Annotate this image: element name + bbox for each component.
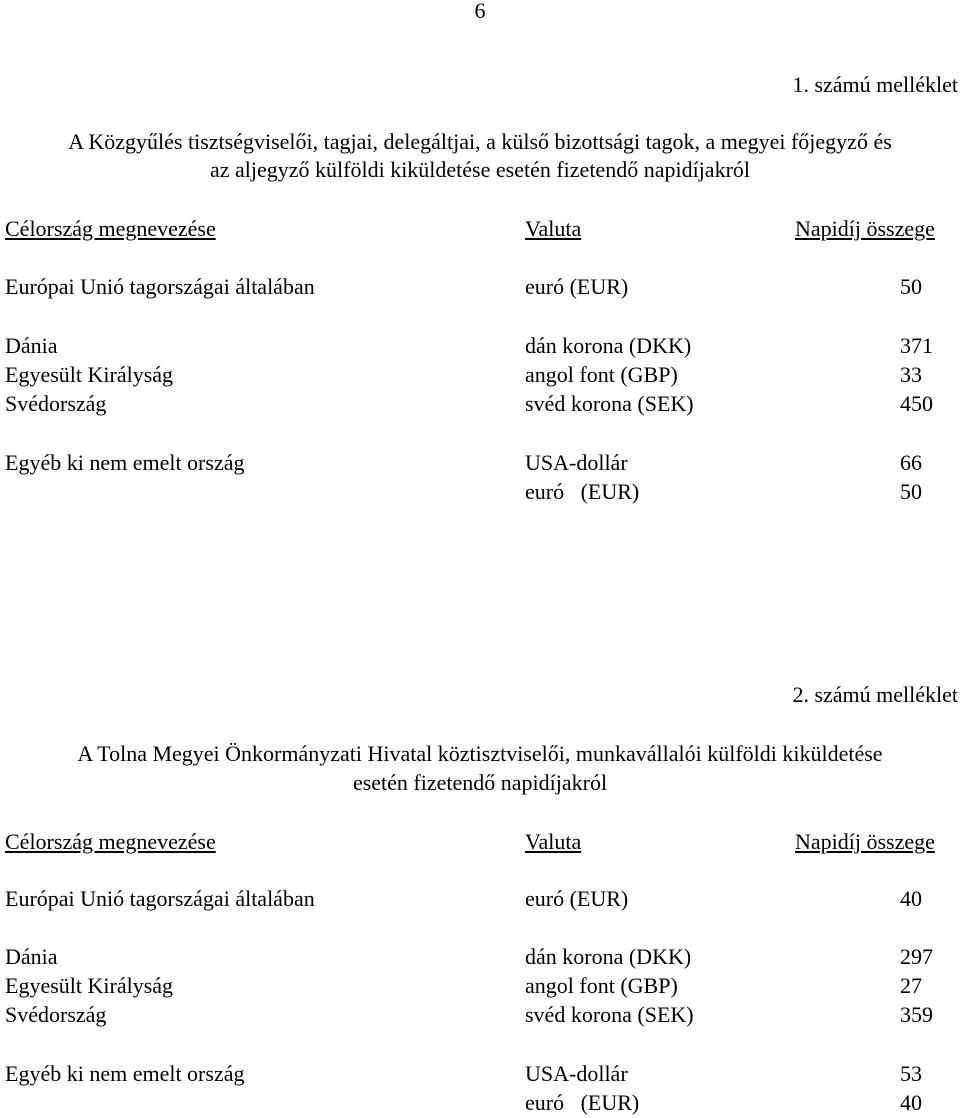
row-amount: 50 xyxy=(900,274,922,299)
row-amount: 66 xyxy=(900,450,922,475)
row-amount: 33 xyxy=(900,362,922,387)
row-currency: USA-dollár xyxy=(525,1061,628,1086)
row-currency: dán korona (DKK) xyxy=(525,333,692,358)
annex-label: 1. számú melléklet xyxy=(792,72,958,97)
row-currency: USA-dollár xyxy=(525,450,628,475)
page-number: 6 xyxy=(474,0,486,23)
header-currency: Valuta xyxy=(525,829,582,854)
row-amount: 297 xyxy=(900,944,933,969)
row-country: Svédország xyxy=(5,391,107,416)
row-country: Európai Unió tagországai általában xyxy=(5,274,315,299)
header-country: Célország megnevezése xyxy=(5,829,216,854)
row-country: Svédország xyxy=(5,1002,107,1027)
header-amount: Napidíj összege xyxy=(795,829,935,854)
row-currency: svéd korona (SEK) xyxy=(525,1002,694,1027)
row-amount: 371 xyxy=(900,333,933,358)
row-country: Dánia xyxy=(5,944,58,969)
row-amount: 53 xyxy=(900,1061,922,1086)
annex-title-line-1: A Közgyűlés tisztségviselői, tagjai, delegáltjai, a külső bizottsági tagok, a megyei főjegyző és xyxy=(68,129,892,154)
row-amount: 450 xyxy=(900,391,933,416)
header-amount: Napidíj összege xyxy=(795,216,935,241)
row-currency: svéd korona (SEK) xyxy=(525,391,694,416)
annex-title-line-1: A Tolna Megyei Önkormányzati Hivatal köztisztviselői, munkavállalói külföldi kiküldetése xyxy=(77,741,883,766)
row-currency: euró (EUR) xyxy=(525,479,640,504)
row-amount: 40 xyxy=(900,1090,922,1115)
header-currency: Valuta xyxy=(525,216,582,241)
row-currency: euró (EUR) xyxy=(525,1090,640,1115)
row-country: Egyesült Királyság xyxy=(5,973,174,998)
row-amount: 27 xyxy=(900,973,922,998)
row-currency: euró (EUR) xyxy=(525,274,629,299)
row-country: Egyéb ki nem emelt ország xyxy=(5,450,245,475)
annex-title-line-2: az aljegyző külföldi kiküldetése esetén fizetendő napidíjakról xyxy=(209,157,751,182)
row-currency: angol font (GBP) xyxy=(525,973,678,998)
row-amount: 50 xyxy=(900,479,922,504)
row-country: Egyesült Királyság xyxy=(5,362,174,387)
row-country: Dánia xyxy=(5,333,58,358)
annex-title-line-2: esetén fizetendő napidíjakról xyxy=(352,770,608,795)
row-country: Egyéb ki nem emelt ország xyxy=(5,1061,245,1086)
header-country: Célország megnevezése xyxy=(5,216,216,241)
row-amount: 40 xyxy=(900,886,922,911)
row-currency: angol font (GBP) xyxy=(525,362,678,387)
annex-label: 2. számú melléklet xyxy=(792,682,958,707)
row-amount: 359 xyxy=(900,1002,933,1027)
row-currency: dán korona (DKK) xyxy=(525,944,692,969)
row-country: Európai Unió tagországai általában xyxy=(5,886,315,911)
row-currency: euró (EUR) xyxy=(525,886,629,911)
